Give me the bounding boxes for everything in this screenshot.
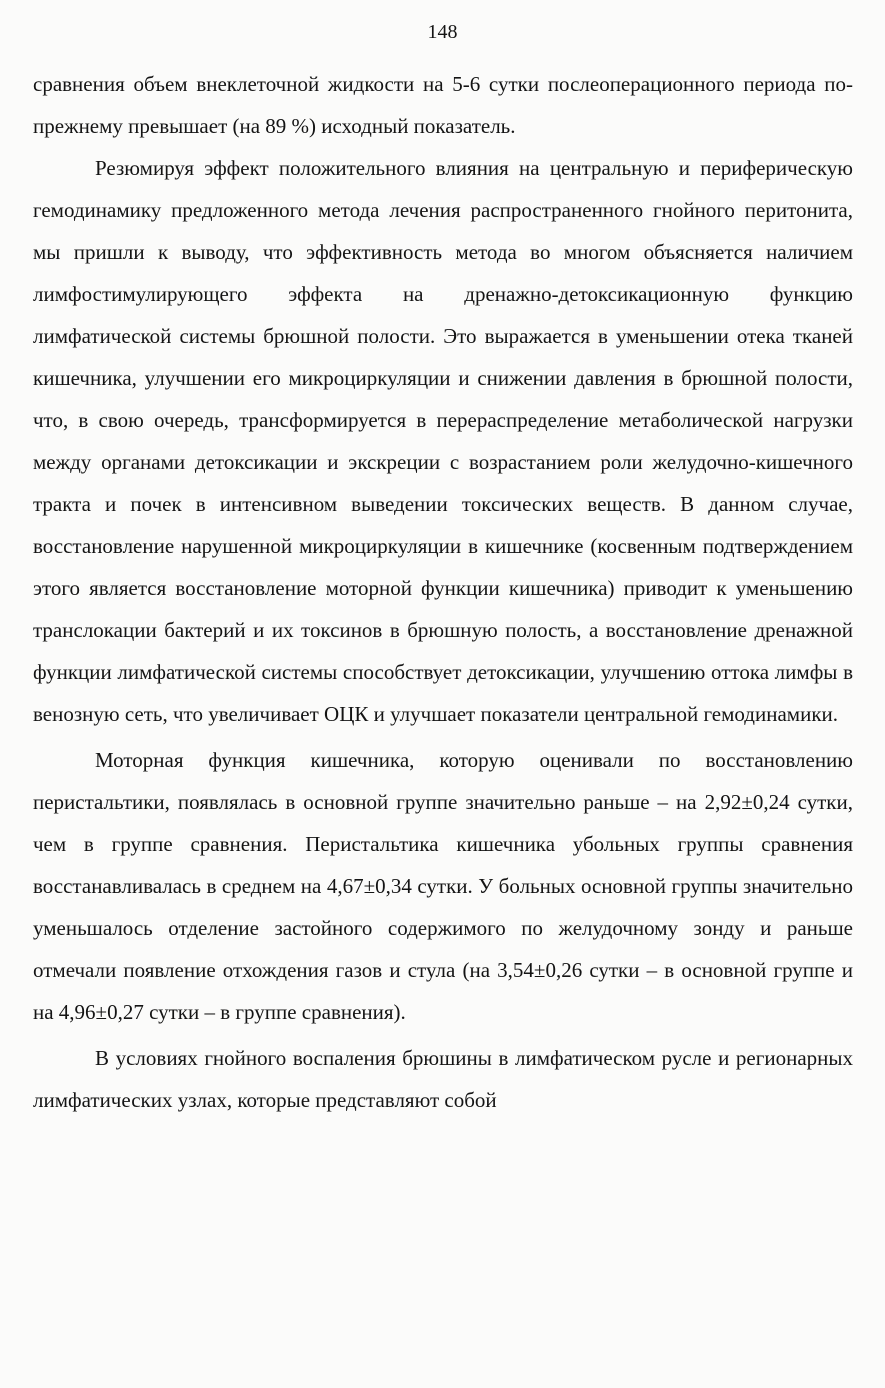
paragraph-continuation: сравнения объем внеклеточной жидкости на 5-6 сутки послеоперационного периода по-прежнему превышает (на 89 %) исходный показатель. (33, 72, 853, 138)
paragraph-hemodynamics-summary: Резюмируя эффект положительного влияния на центральную и периферическую гемодинамику предложенного метода лечения распространенного гнойного перитонита, мы пришли к выводу, что эффективность метода во многом объясняется наличием лимфостимулирующего эффекта на дренажно-детоксикационную функцию лимфатической системы брюшной полости. Это выражается в уменьшении отека тканей кишечника, улучшении его микроциркуляции и снижении давления в брюшной полости, что, в свою очередь, трансформируется в перераспределение метаболической нагрузки между органами детоксикации и экскреции с возрастанием роли желудочно-кишечного тракта и почек в интенсивном выведении токсических веществ. В данном случае, восстановление нарушенной микроциркуляции в кишечнике (косвенным подтверждением этого является восстановление моторной функции кишечника) приводит к уменьшению транслокации бактерий и их токсинов в брюшную полость, а восстановление дренажной функции лимфатической системы способствует детоксикации, улучшению оттока лимфы в венозную сеть, что увеличивает ОЦК и улучшает показатели центральной гемодинамики. (33, 156, 853, 726)
paragraph-intestinal-motor-function: Моторная функция кишечника, которую оценивали по восстановлению перистальтики, появлялась в основной группе значительно раньше – на 2,92±0,24 сутки, чем в группе сравнения. Перистальтика кишечника убольных группы сравнения восстанавливалась в среднем на 4,67±0,34 сутки. У больных основной группы значительно уменьшалось отделение застойного содержимого по желудочному зонду и раньше отмечали появление отхождения газов и стула (на 3,54±0,26 сутки – в основной группе и на 4,96±0,27 сутки – в группе сравнения). (33, 748, 853, 1024)
paragraph-purulent-inflammation: В условиях гнойного воспаления брюшины в лимфатическом русле и регионарных лимфатических узлах, которые представляют собой (33, 1046, 853, 1112)
page-number: 148 (427, 21, 458, 43)
body-text (33, 63, 853, 1121)
